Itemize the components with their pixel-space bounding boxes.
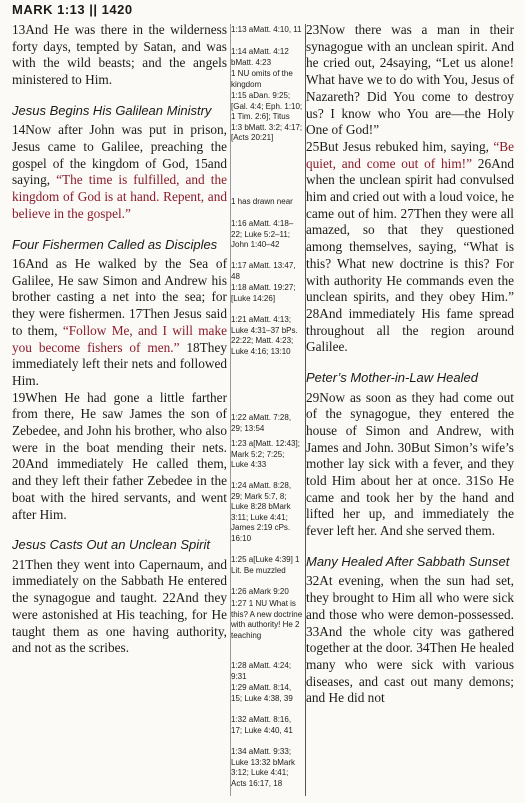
section-heading: Jesus Begins His Galilean Ministry (12, 102, 212, 118)
verse-paragraph: 21Then they went into Capernaum, and immediately on the Sabbath He entered the synagogue and taught. 22And they were astonished at His teaching, for He taught them as one having authority, and not as the scribes. (12, 556, 227, 656)
cross-reference: 1:21 aMatt. 4:13; Luke 4:31–37 bPs. 22:22; Matt. 4:23; Luke 4:16; 13:10 (231, 315, 298, 356)
cross-reference: 1:23 a[Matt. 12:43]; Mark 5:2; 7:25; Luke 4:33 (231, 439, 300, 469)
right-text-column (306, 22, 514, 707)
cross-reference: 1:34 aMatt. 9:33; Luke 13:32 bMark 3:12; Luke 4:41; Acts 16:17, 18 (231, 747, 296, 788)
words-of-jesus: “The time is fulfilled, and the kingdom of God is at hand. Repent, and believe in the gospel.” (12, 172, 227, 221)
words-of-jesus: “Be quiet, and come out of him!” (306, 138, 514, 171)
cross-reference: 1:15 aDan. 9:25; [Gal. 4:4; Eph. 1:10; 1 Tim. 2:6]; Titus 1:3 bMatt. 3:2; 4:17; [Acts 20:21] (231, 91, 303, 142)
section-heading: Jesus Casts Out an Unclean Spirit (12, 537, 210, 553)
cross-reference: 1 has drawn near (231, 197, 293, 206)
cross-reference: 1:18 aMatt. 19:27; [Luke 14:26] (231, 283, 296, 303)
words-of-jesus: “Follow Me, and I will make you become fishers of men.” (12, 322, 227, 355)
cross-reference: 1:28 aMatt. 4:24; 9:31 (231, 661, 292, 681)
section-heading: Many Healed After Sabbath Sunset (306, 553, 510, 569)
cross-reference: 1:25 a[Luke 4:39] 1 Lit. Be muzzled (231, 555, 300, 575)
section-heading: Four Fishermen Called as Disciples (12, 236, 218, 252)
verse-paragraph (12, 256, 227, 390)
cross-reference: 1 NU omits of the kingdom (231, 69, 293, 89)
cross-reference: 1:22 aMatt. 7:28, 29; 13:54 (231, 413, 292, 433)
cross-reference: 1:27 1 NU What is this? A new doctrine with authority! He 2 teaching (231, 599, 303, 640)
verse-paragraph: 29Now as soon as they had come out of the synagogue, they entered the house of Simon and Andrew, with James and John. 30But Simon’s wife’s mother lay sick with a fever, and they told Him about her at once. 31So He came and took her by the hand and lifted her up, and immediately the fever left her. And she served them. (306, 389, 514, 539)
cross-reference: 1:14 aMatt. 4:12 bMatt. 4:23 (231, 47, 289, 67)
verse-text: 18They immediately left their nets and followed Him. (12, 339, 227, 388)
verse-paragraph: 32At evening, when the sun had set, they brought to Him all who were sick and those who were demon-possessed. 33And the whole city was gathered together at the door. 34Then He healed many who were sick with various diseases, and cast out many demons; and He did not (306, 573, 514, 706)
cross-reference-column (231, 25, 301, 795)
verse-paragraph (12, 122, 227, 222)
cross-reference: 1:16 aMatt. 4:18–22; Luke 5:2–11; John 1:40–42 (231, 219, 294, 249)
verse-paragraph: 13And He was there in the wilderness forty days, tempted by Satan, and was with the wild beasts; and the angels ministered to Him. (12, 22, 227, 88)
running-header: MARK 1:13 || 1420 (12, 2, 133, 17)
verse-paragraph: 23Now there was a man in their synagogue with an unclean spirit. And he cried out, 24saying, “Let us alone! What have we to do with You, Jesus of Nazareth? Did You come to destroy us? I know who You are—the Holy One of God!” (306, 22, 514, 138)
section-heading: Peter’s Mother-in-Law Healed (306, 370, 478, 386)
verse-text: 14Now after John was put in prison, Jesus came to Galilee, preaching the gospel of the kingdom of God, 15and saying, (12, 122, 227, 188)
verse-text: 16And as He walked by the Sea of Galilee, He saw Simon and Andrew his brother casting a net into the sea; for they were fishermen. 17Then Jesus said to them, (12, 256, 227, 338)
cross-reference: 1:29 aMatt. 8:14, 15; Luke 4:38, 39 (231, 683, 293, 703)
verse-text: 26And when the unclean spirit had convulsed him and cried out with a loud voice, he came out of him. 27Then they were all amazed, so that they questioned among themselves, saying, “What is this? What new doctrine is this? For with authority He commands even the unclean spirits, and they obey Him.” 28And immediately His fame spread throughout all the region around Galilee. (306, 155, 514, 355)
cross-reference: 1:13 aMatt. 4:10, 11 (231, 25, 302, 34)
verse-paragraph (306, 139, 514, 356)
cross-reference: 1:24 aMatt. 8:28, 29; Mark 5:7, 8; Luke 8:28 bMark 3:11; Luke 4:41; James 2:19 cPs. 16:10 (231, 481, 292, 543)
cross-reference: 1:26 aMark 9:20 (231, 587, 289, 596)
cross-reference: 1:17 aMatt. 13:47, 48 (231, 261, 296, 281)
verse-paragraph: 19When He had gone a little farther from there, He saw James the son of Zebedee, and John his brother, who also were in the boat mending their nets. 20And immediately He called them, and they left their father Zebedee in the boat with the hired servants, and went after Him. (12, 389, 227, 522)
left-text-column (12, 22, 227, 657)
cross-reference: 1:32 aMatt. 8:16, 17; Luke 4:40, 41 (231, 715, 293, 735)
verse-text: 25But Jesus rebuked him, saying, (306, 138, 494, 154)
